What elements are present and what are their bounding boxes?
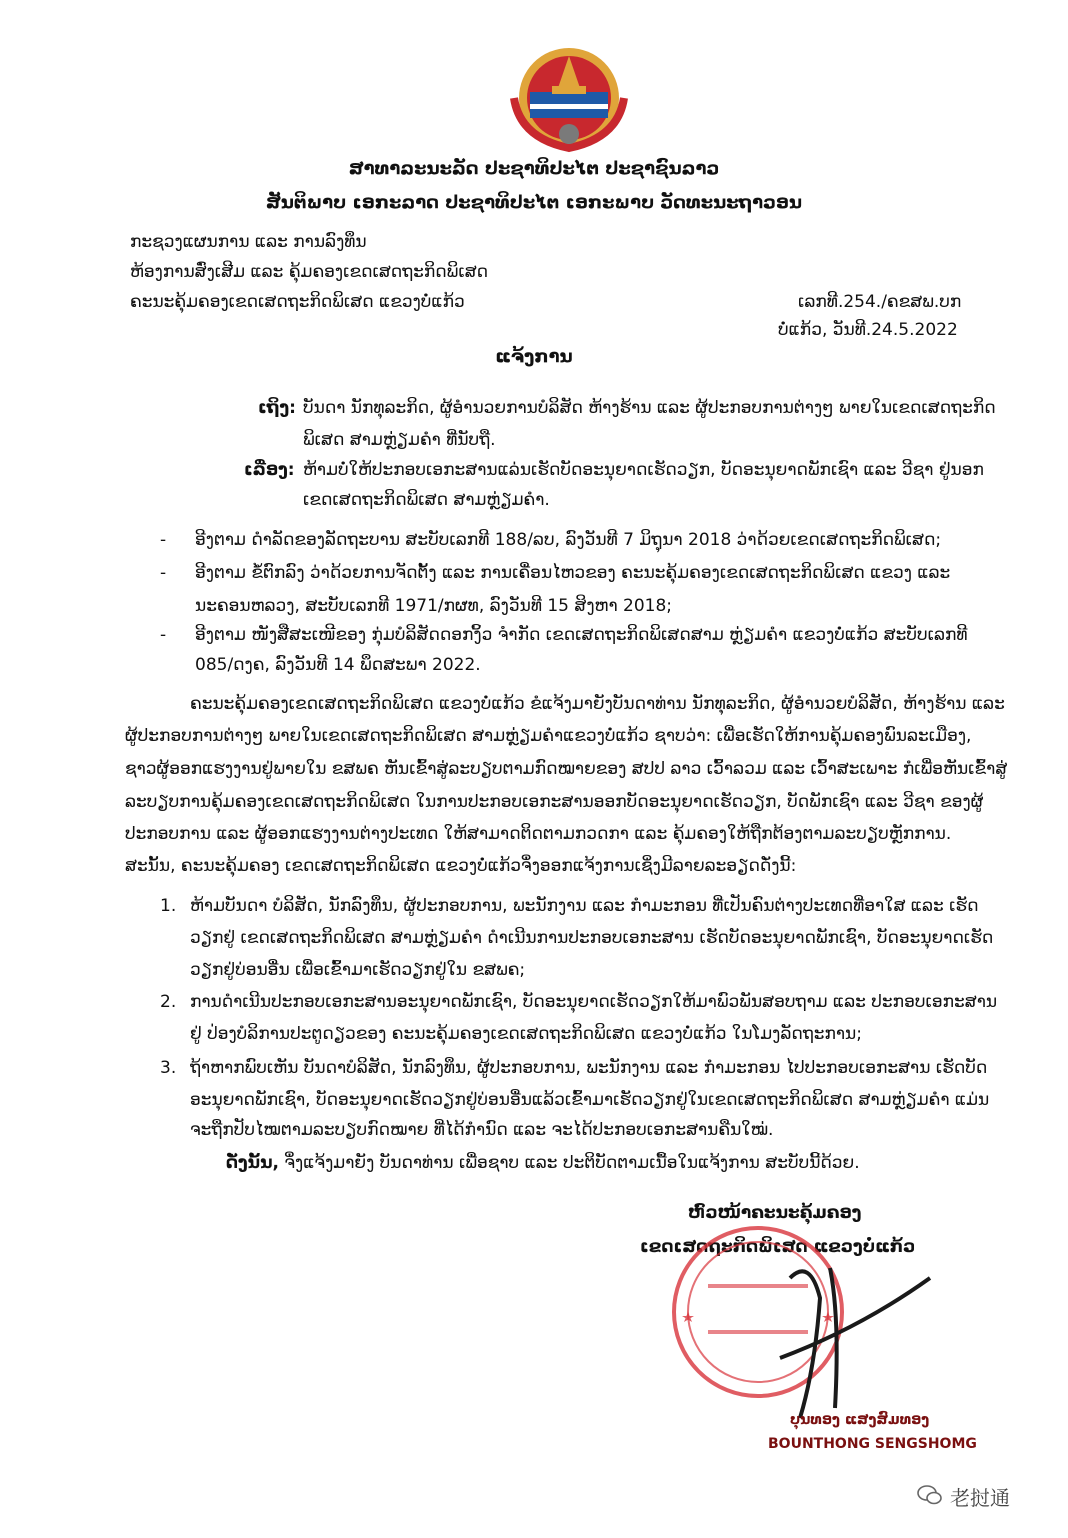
nation-motto: ສັນຕິພາບ ເອກະລາດ ປະຊາທິປະໄຕ ເອກະພາບ ວັດທະນະຖາວອນ xyxy=(265,192,803,213)
signatory-org: ເຂດເສດຖະກິດພິເສດ ແຂວງບໍ່ແກ້ວ xyxy=(640,1237,916,1257)
item-line: ຈະຖືກປັບໄໝຕາມລະບຽບກົດໝາຍ ທີ່ໄດ້ກຳນົດ ແລະ ຈະໄດ້ປະກອບເອກະສານຄືນໃໝ່. xyxy=(190,1120,774,1140)
closing-text: ຈຶ່ງແຈ້ງມາຍັງ ບັນດາທ່ານ ເພື່ອຊາບ ແລະ ປະຕິບັດຕາມເນື້ອໃນແຈ້ງການ ສະບັບນີ້ດ້ວຍ. xyxy=(278,1153,860,1173)
signatory-title: ຫົວໜ້າຄະນະຄຸ້ມຄອງ xyxy=(688,1203,862,1223)
bullet-dash: - xyxy=(160,625,167,645)
item-number: 1. xyxy=(160,896,177,916)
closing-sentence xyxy=(226,1153,860,1173)
reference-line: 085/ດງຄ, ລົງວັນທີ 14 ພຶດສະພາ 2022. xyxy=(195,655,481,675)
item-line: ຢູ່ ປ່ອງບໍລິການປະຕູດຽວຂອງ ຄະນະຄຸ້ມຄອງເຂດເສດຖະກິດພິເສດ ແຂວງບໍ່ແກ້ວ ໃນໂມງລັດຖະການ; xyxy=(190,1024,862,1044)
body-line: ຜູ້ປະກອບການຕ່າງໆ ພາຍໃນເຂດເສດຖະກິດພິເສດ ສາມຫຼ່ຽມຄຳແຂວງບໍ່ແກ້ວ ຊາບວ່າ: ເພື່ອເຮັດໃຫ້ການຄຸ້ມຄອງພົນລະເມືອງ, xyxy=(125,726,972,746)
to-line: ພິເສດ ສາມຫຼ່ຽມຄຳ ທີ່ນັບຖື. xyxy=(303,430,496,450)
subject-line: ເຂດເສດຖະກິດພິເສດ ສາມຫຼ່ຽມຄຳ. xyxy=(303,490,550,510)
reference-date: ບໍ່ແກ້ວ, ວັນທີ.24.5.2022 xyxy=(778,320,958,340)
reference-line: ອີງຕາມ ດຳລັດຂອງລັດຖະບານ ສະບັບເລກທີ 188/ລບ, ລົງວັນທີ 7 ມິຖຸນາ 2018 ວ່າດ້ວຍເຂດເສດຖະກິດພິເສດ; xyxy=(195,530,942,550)
to-label: ເຖິງ: xyxy=(258,398,296,418)
nation-title: ສາທາລະນະລັດ ປະຊາທິປະໄຕ ປະຊາຊົນລາວ xyxy=(348,158,720,179)
to-line: ບັນດາ ນັກທຸລະກິດ, ຜູ້ອຳນວຍການບໍລິສັດ ຫ້າງຮ້ານ ແລະ ຜູ້ປະກອບການຕ່າງໆ ພາຍໃນເຂດເສດຖະກິດ xyxy=(303,398,996,418)
reference-line: ອີງຕາມ ຂໍ້ຕົກລົງ ວ່າດ້ວຍການຈັດຕັ້ງ ແລະ ການເຄື່ອນໄຫວຂອງ ຄະນະຄຸ້ມຄອງເຂດເສດຖະກິດພິເສດ ແຂວງ ແລະ xyxy=(195,563,951,583)
national-emblem-icon xyxy=(500,42,638,154)
body-line: ຊາວຜູ້ອອກແຮງງານຢູ່ພາຍໃນ ຂສພຄ ຫັນເຂົ້າສູ່ລະບຽບຕາມກົດໝາຍຂອງ ສປປ ລາວ ເວົ້າລວມ ແລະ ເວົ້າສະເພາະ ກໍເພື່ອຫັນເຂົ້າສູ່ xyxy=(125,759,1008,779)
subject-label: ເລື່ອງ: xyxy=(244,460,295,480)
reference-line: ອີງຕາມ ໜັງສືສະເໜີຂອງ ກຸ່ມບໍລິສັດດອກງິ້ວ ຈຳກັດ ເຂດເສດຖະກິດພິເສດສາມ ຫຼ່ຽມຄຳ ແຂວງບໍ່ແກ້ວ ສະບັບເລກທີ xyxy=(195,625,968,645)
closing-lead: ດັ່ງນັ້ນ, xyxy=(226,1153,279,1173)
item-line: ການດຳເນີນປະກອບເອກະສານອະນຸຍາດພັກເຊົາ, ບັດອະນຸຍາດເຮັດວຽກໃຫ້ມາພົວພັນສອບຖາມ ແລະ ປະກອບເອກະສານ xyxy=(190,992,998,1012)
office-name: ຫ້ອງການສົ່ງເສີມ ແລະ ຄຸ້ມຄອງເຂດເສດຖະກິດພິເສດ xyxy=(130,262,489,282)
bullet-dash: - xyxy=(160,563,167,583)
body-line: ປະກອບການ ແລະ ຜູ້ອອກແຮງງານຕ່າງປະເທດ ໃຫ້ສາມາດຕິດຕາມກວດກາ ແລະ ຄຸ້ມຄອງໃຫ້ຖືກຕ້ອງຕາມລະບຽບຫຼັກການ. xyxy=(125,824,952,844)
body-line: ສະນັ້ນ, ຄະນະຄຸ້ມຄອງ ເຂດເສດຖະກິດພິເສດ ແຂວງບໍ່ແກ້ວຈຶ່ງອອກແຈ້ງການເຊິ່ງມີລາຍລະອຽດດັ່ງນີ້: xyxy=(125,856,797,876)
reference-line: ນະຄອນຫລວງ, ສະບັບເລກທີ 1971/ກຜທ, ລົງວັນທີ 15 ສິງຫາ 2018; xyxy=(195,596,673,616)
handwritten-signature-icon xyxy=(720,1238,960,1438)
item-line: ວຽກຢູ່ ເຂດເສດຖະກິດພິເສດ ສາມຫຼ່ຽມຄຳ ດຳເນີນການປະກອບເອກະສານ ເຮັດບັດອະນຸຍາດພັກເຊົາ, ບັດອະນຸຍາດເຮັດ xyxy=(190,928,994,948)
item-number: 2. xyxy=(160,992,177,1012)
bullet-dash: - xyxy=(160,530,167,550)
document-title: ແຈ້ງການ xyxy=(495,346,573,367)
item-line: ຖ້າຫາກພົບເຫັນ ບັນດາບໍລິສັດ, ນັກລົງທຶນ, ຜູ້ປະກອບການ, ພະນັກງານ ແລະ ກຳມະກອນ ໄປປະກອບເອກະສານ ເຮັດບັດ xyxy=(190,1058,988,1078)
committee-name: ຄະນະຄຸ້ມຄອງເຂດເສດຖະກິດພິເສດ ແຂວງບໍ່ແກ້ວ xyxy=(130,292,465,312)
signatory-name-en: BOUNTHONG SENGSHOMG xyxy=(768,1436,977,1452)
item-line: ວຽກຢູ່ບ່ອນອື່ນ ເພື່ອເຂົ້າມາເຮັດວຽກຢູ່ໃນ ຂສພຄ; xyxy=(190,960,526,980)
body-line: ລະບຽບການຄຸ້ມຄອງເຂດເສດຖະກິດພິເສດ ໃນການປະກອບເອກະສານອອກບັດອະນຸຍາດເຮັດວຽກ, ບັດພັກເຊົາ ແລະ ວີຊາ ຂອງຜູ້ xyxy=(125,792,984,812)
wechat-icon xyxy=(917,1484,943,1506)
item-line: ອະນຸຍາດພັກເຊົາ, ບັດອະນຸຍາດເຮັດວຽກຢູ່ບ່ອນອື່ນແລ້ວເຂົ້າມາເຮັດວຽກຢູ່ໃນເຂດເສດຖະກິດພິເສດ ສາມຫຼ່ຽມຄຳ ແມ່ນ xyxy=(190,1090,990,1110)
item-line: ຫ້າມບັນດາ ບໍລິສັດ, ນັກລົງທຶນ, ຜູ້ປະກອບການ, ພະນັກງານ ແລະ ກຳມະກອນ ທີ່ເປັນຄົນຕ່າງປະເທດທີ່ອາໃສ ແລະ ເຮັດ xyxy=(190,896,979,916)
item-number: 3. xyxy=(160,1058,177,1078)
signatory-name-lao: ບຸນທອງ ແສງສົມທອງ xyxy=(790,1412,930,1428)
watermark-text: 老挝通 xyxy=(950,1486,1010,1510)
subject-line: ຫ້າມບໍ່ໃຫ້ປະກອບເອກະສານແລ່ນເຮັດບັດອະນຸຍາດເຮັດວຽກ, ບັດອະນຸຍາດພັກເຊົາ ແລະ ວີຊາ ຢູ່ນອກ xyxy=(303,460,984,480)
reference-number: ເລກທີ.254./ຄຂສພ.ບກ xyxy=(798,292,962,312)
body-line: ຄະນະຄຸ້ມຄອງເຂດເສດຖະກິດພິເສດ ແຂວງບໍ່ແກ້ວ ຂໍແຈ້ງມາຍັງບັນດາທ່ານ ນັກທຸລະກິດ, ຜູ້ອຳນວຍບໍລິສັດ, ຫ້າງຮ້ານ ແລະ xyxy=(190,694,1005,714)
ministry-name: ກະຊວງແຜນການ ແລະ ການລົງທຶນ xyxy=(130,232,367,252)
